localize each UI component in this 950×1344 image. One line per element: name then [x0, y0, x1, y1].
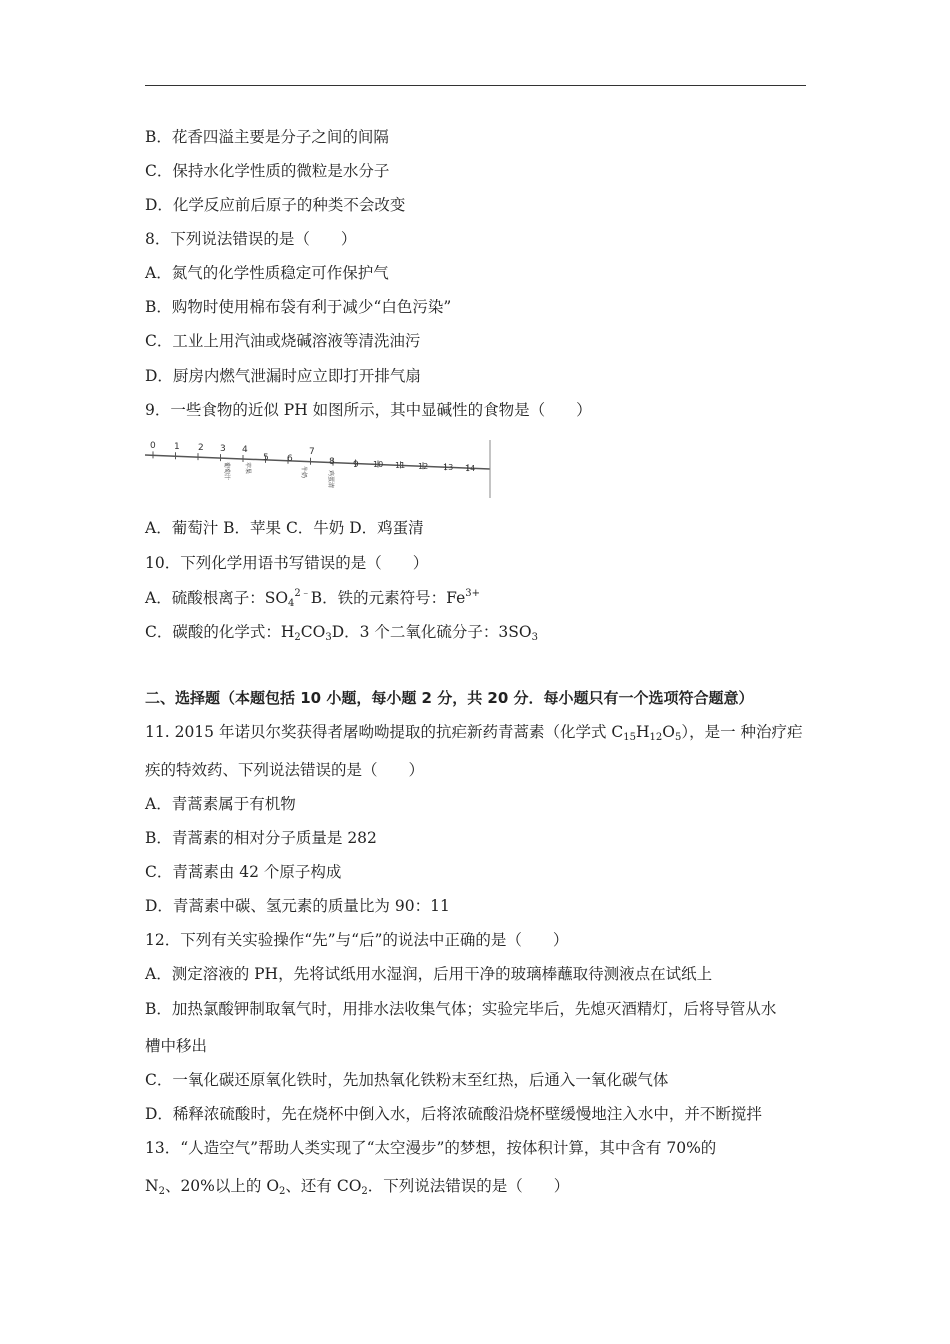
q10-options-ab: A．硫酸根离子：$SO_4^{2﹣}B$．铁的元素符号：$Fe^{3+}$	[145, 588, 481, 609]
ph-number: 13	[443, 463, 454, 472]
section-2-heading: 二、选择题（本题包括 10 小题，每小题 2 分，共 20 分．每小题只有一个选项符合题意）	[145, 689, 754, 707]
q7-option-c: C．保持水化学性质的微粒是水分子	[145, 162, 390, 180]
ph-food-labels	[223, 462, 335, 488]
ph-number: 4	[242, 445, 248, 455]
q13-stem-line1: 13．“人造空气”帮助人类实现了“太空漫步”的梦想，按体积计算，其中含有 70%的	[145, 1139, 717, 1157]
q11-option-b: B．青蒿素的相对分子质量是 282	[145, 829, 377, 847]
q10-option-c: C．碳酸的化学式：H	[145, 623, 295, 641]
ph-scale-line	[145, 455, 490, 469]
ph-number: 2	[198, 443, 204, 453]
q8-option-b: B．购物时使用棉布袋有利于减少“白色污染”	[145, 298, 452, 316]
q8-option-d: D．厨房内燃气泄漏时应立即打开排气扇	[145, 367, 421, 385]
ph-number: 12	[418, 462, 429, 471]
q7-option-d: D．化学反应前后原子的种类不会改变	[145, 196, 406, 214]
q11-option-c: C．青蒿素由 42 个原子构成	[145, 863, 342, 881]
ph-number: 7	[309, 447, 315, 457]
q10-option-a: A．硫酸根离子：SO	[145, 589, 289, 607]
ph-number: 5	[263, 453, 269, 463]
q9-options: A．葡萄汁 B．苹果 C．牛奶 D．鸡蛋清	[145, 519, 424, 537]
q7-option-b: B．花香四溢主要是分子之间的间隔	[145, 128, 389, 146]
q10-stem: 10．下列化学用语书写错误的是（ ）	[145, 554, 429, 572]
ph-number: 0	[150, 441, 156, 451]
food-label-grape-juice: 葡萄汁	[223, 462, 230, 481]
q12-option-b-line2: 槽中移出	[145, 1037, 208, 1055]
ph-number: 10	[373, 460, 384, 469]
ph-number: 6	[287, 454, 293, 464]
q12-option-c: C．一氧化碳还原氧化铁时，先加热氧化铁粉末至红热，后通入一氧化碳气体	[145, 1071, 669, 1089]
q8-option-a: A．氮气的化学性质稳定可作保护气	[145, 264, 389, 282]
q11-stem-line1: 11. 2015 年诺贝尔奖获得者屠呦呦提取的抗疟新药青蒿素（化学式 $C_{15}H_{12}O_5$），是一 种治疗疟	[145, 723, 803, 743]
ph-number: 8	[329, 457, 335, 467]
q13-stem-line2: $N_2$、20%以上的 $O_2$、还有 $CO_2$．下列说法错误的是（ ）	[145, 1177, 570, 1197]
q12-stem: 12．下列有关实验操作“先”与“后”的说法中正确的是（ ）	[145, 931, 569, 949]
q12-option-b-line1: B．加热氯酸钾制取氧气时，用排水法收集气体；实验完毕后，先熄灭酒精灯，后将导管从水	[145, 1000, 777, 1018]
food-label-apple: 苹果	[244, 462, 251, 475]
q8-stem: 8．下列说法错误的是（ ）	[145, 230, 357, 248]
q11-stem-line2: 疾的特效药、下列说法错误的是（ ）	[145, 761, 425, 779]
ph-number: 14	[465, 464, 476, 473]
ph-scale-figure	[145, 436, 495, 500]
ph-number: 9	[353, 460, 359, 470]
q8-option-c: C．工业上用汽油或烧碱溶液等清洗油污	[145, 332, 421, 350]
header-rule	[145, 85, 806, 86]
q11-option-a: A．青蒿素属于有机物	[145, 795, 296, 813]
food-label-egg-white: 鸡蛋清	[327, 470, 334, 489]
q10-option-d: D．3 个二氧化硫分子：3SO	[331, 623, 532, 641]
ph-number: 1	[174, 442, 180, 452]
food-label-milk: 牛奶	[300, 466, 307, 479]
q9-stem: 9．一些食物的近似 PH 如图所示，其中显碱性的食物是（ ）	[145, 401, 592, 419]
q12-option-d: D．稀释浓硫酸时，先在烧杯中倒入水，后将浓硫酸沿烧杯壁缓慢地注入水中，并不断搅拌	[145, 1105, 762, 1123]
ph-number: 3	[220, 444, 226, 454]
ph-number: 11	[395, 461, 406, 470]
q11-option-d: D．青蒿素中碳、氢元素的质量比为 90：11	[145, 897, 450, 915]
q10-options-cd: C．碳酸的化学式：$H_2CO_3D$．3 个二氧化硫分子：$3SO_3$	[145, 623, 538, 643]
q10-option-b: B．铁的元素符号：Fe	[310, 589, 466, 607]
q12-option-a: A．测定溶液的 PH，先将试纸用水湿润，后用干净的玻璃棒蘸取待测液点在试纸上	[145, 965, 713, 983]
